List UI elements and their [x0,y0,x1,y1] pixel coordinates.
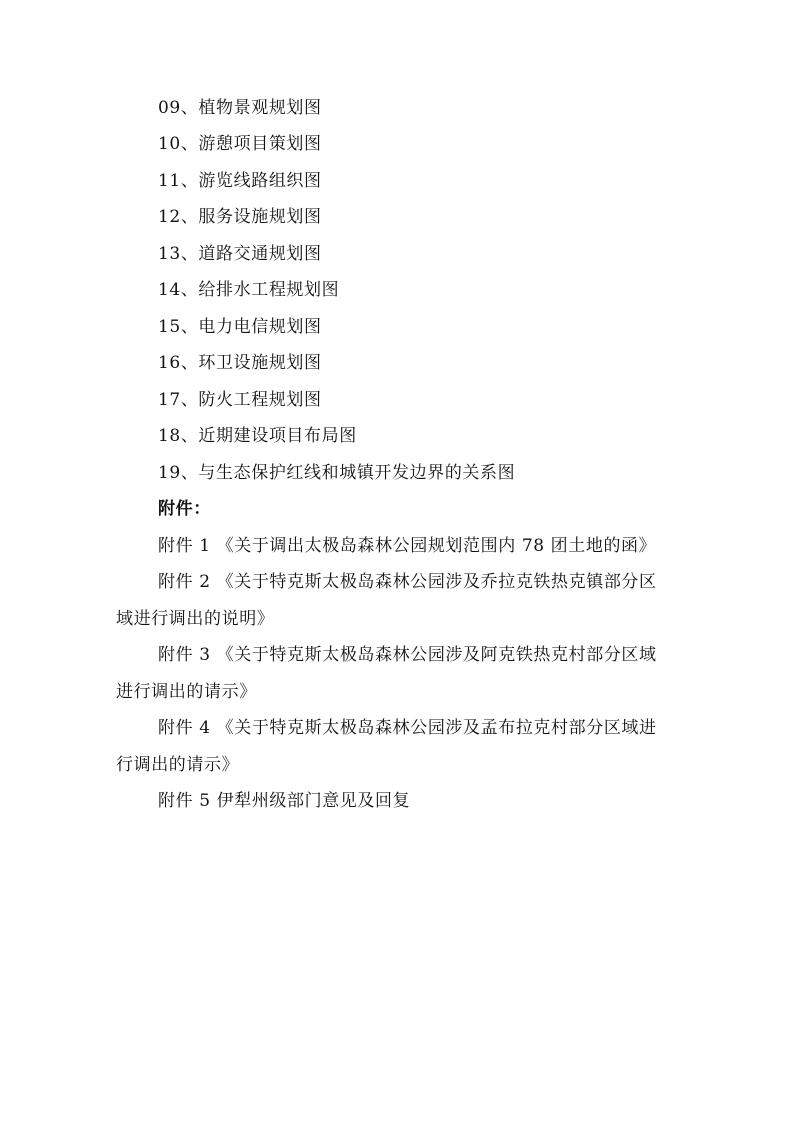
attachment-item-continuation: 域进行调出的说明》 [116,609,275,629]
map-list-item: 14、给排水工程规划图 [158,280,340,300]
map-list-item: 19、与生态保护红线和城镇开发边界的关系图 [158,463,516,483]
attachment-item-continuation: 行调出的请示》 [116,755,240,775]
map-list-item: 11、游览线路组织图 [158,171,322,191]
attachment-item: 附件 3 《关于特克斯太极岛森林公园涉及阿克铁热克村部分区域 [158,645,657,665]
attachment-item: 附件 1 《关于调出太极岛森林公园规划范围内 78 团土地的函》 [158,536,657,556]
attachment-item: 附件 2 《关于特克斯太极岛森林公园涉及乔拉克铁热克镇部分区 [158,572,657,592]
map-list-item: 09、植物景观规划图 [158,98,322,118]
attachments-heading: 附件： [158,499,211,519]
attachment-item-continuation: 进行调出的请示》 [116,682,257,702]
map-list-item: 15、电力电信规划图 [158,317,322,337]
map-list-item: 18、近期建设项目布局图 [158,426,357,446]
map-list-item: 17、防火工程规划图 [158,390,322,410]
map-list-item: 12、服务设施规划图 [158,207,322,227]
attachment-item: 附件 4 《关于特克斯太极岛森林公园涉及孟布拉克村部分区域进 [158,718,657,738]
map-list-item: 13、道路交通规划图 [158,244,322,264]
map-list-item: 10、游憩项目策划图 [158,134,322,154]
attachment-item: 附件 5 伊犁州级部门意见及回复 [158,791,411,811]
map-list-item: 16、环卫设施规划图 [158,353,322,373]
